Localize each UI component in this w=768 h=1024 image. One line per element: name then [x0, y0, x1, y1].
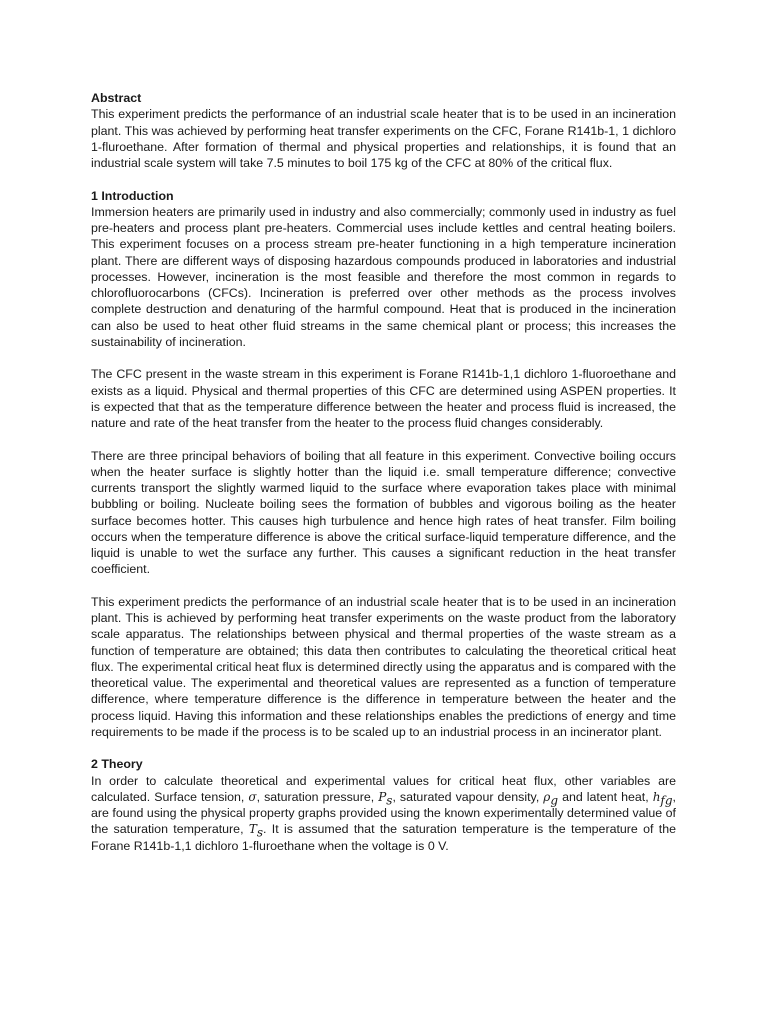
- sigma-symbol: σ: [248, 789, 257, 804]
- intro-paragraph-1: Immersion heaters are primarily used in industry and also commercially; commonly used in industry as fuel pre-heaters and process plant pre-heaters. Commercial uses include kettles and central heating boilers. This experiment focuses on a process stream pre-heater functioning in a high temperature incineration plant. There are different ways of disposing hazardous compounds produced in laboratories and industrial processes. However, incineration is the most feasible and therefore the most common in regards to chlorofluorocarbons (CFCs). Incineration is preferred over other methods as the process involves complete destruction and denaturing of the harmful compound. Heat that is produced in the incineration can also be used to heat other fluid streams in the same chemical plant or process; this increases the sustainability of incineration.: [91, 204, 676, 349]
- theory-text-2: , saturation pressure,: [256, 789, 379, 804]
- intro-paragraph-4: This experiment predicts the performance of an industrial scale heater that is to be used in an incineration plant. This is achieved by performing heat transfer experiments on the waste product from the laboratory scale apparatus. The relationships between physical and thermal properties of the waste stream as a function of temperature are obtained; this data then contributes to calculating the theoretical critical heat flux. The experimental critical heat flux is determined directly using the apparatus and is compared with the theoretical value. The experimental and theoretical values are represented as a function of temperature difference, where temperature difference is the difference in temperature between the heater and the process liquid. Having this information and these relationships enables the predictions of energy and time requirements to be made if the process is to be scaled up to an industrial process in an incinerator plant.: [91, 594, 676, 739]
- document-page: [91, 90, 676, 854]
- spacer: [91, 350, 676, 366]
- intro-paragraph-2: The CFC present in the waste stream in this experiment is Forane R141b-1,1 dichloro 1-fluoroethane and exists as a liquid. Physical and thermal properties of this CFC are determined using ASPEN properties. It is expected that that as the temperature difference between the heater and process fluid is increased, the nature and rate of the heat transfer from the heater to the process fluid changes considerably.: [91, 367, 676, 430]
- temperature-subscript: s: [256, 825, 264, 840]
- theory-text-6: . It is assumed that the saturation temperature is the temperature of the Forane R141b-1,1 dichloro 1-fluroethane when the voltage is 0 V.: [91, 822, 677, 853]
- abstract-text: This experiment predicts the performance of an industrial scale heater that is to be used in an incineration plant. This was achieved by performing heat transfer experiments on the CFC, Forane R141b-1, 1 dichloro 1-fluroethane. After formation of thermal and physical properties and relationships, it is found that an industrial scale system will take 7.5 minutes to boil 175 kg of the CFC at 80% of the critical flux.: [91, 107, 676, 170]
- spacer: [91, 171, 676, 187]
- theory-heading: 2 Theory: [91, 757, 143, 772]
- theory-text-4: and latent heat,: [558, 789, 653, 804]
- rho-symbol: ρ: [543, 789, 551, 804]
- latent-heat-symbol: h: [652, 789, 661, 804]
- theory-text-3: , saturated vapour density,: [392, 789, 544, 804]
- theory-text-1: In order to calculate theoretical and experimental values for critical heat flux, other variables are calculated. Surface tension,: [91, 773, 676, 804]
- intro-paragraph-3: There are three principal behaviors of boiling that all feature in this experiment. Convective boiling occurs when the heater surface is slightly hotter than the liquid i.e. small temperature difference; convective currents transport the slightly warmed liquid to the surface where evaporation takes place with minimal bubbling or boiling. Nucleate boiling sees the formation of bubbles and vigorous boiling as the heater surface becomes hotter. This causes high turbulence and hence high rates of heat transfer. Film boiling occurs when the temperature difference is above the critical surface-liquid temperature difference, and the liquid is unable to wet the surface any further. This causes a significant reduction in the heat transfer coefficient.: [91, 448, 676, 577]
- theory-text-5: , are found using the physical property graphs provided using the known experimentally determined value of the saturation temperature,: [91, 789, 676, 837]
- temperature-symbol: T: [248, 822, 257, 837]
- pressure-subscript: s: [386, 793, 393, 808]
- pressure-symbol: P: [378, 789, 387, 804]
- spacer: [91, 431, 676, 447]
- introduction-heading: 1 Introduction: [91, 188, 174, 203]
- rho-subscript: g: [550, 793, 559, 808]
- spacer: [91, 578, 676, 594]
- spacer: [91, 740, 676, 756]
- theory-paragraph: [91, 773, 676, 854]
- latent-heat-subscript: fg: [660, 793, 673, 808]
- abstract-heading: Abstract: [91, 91, 142, 105]
